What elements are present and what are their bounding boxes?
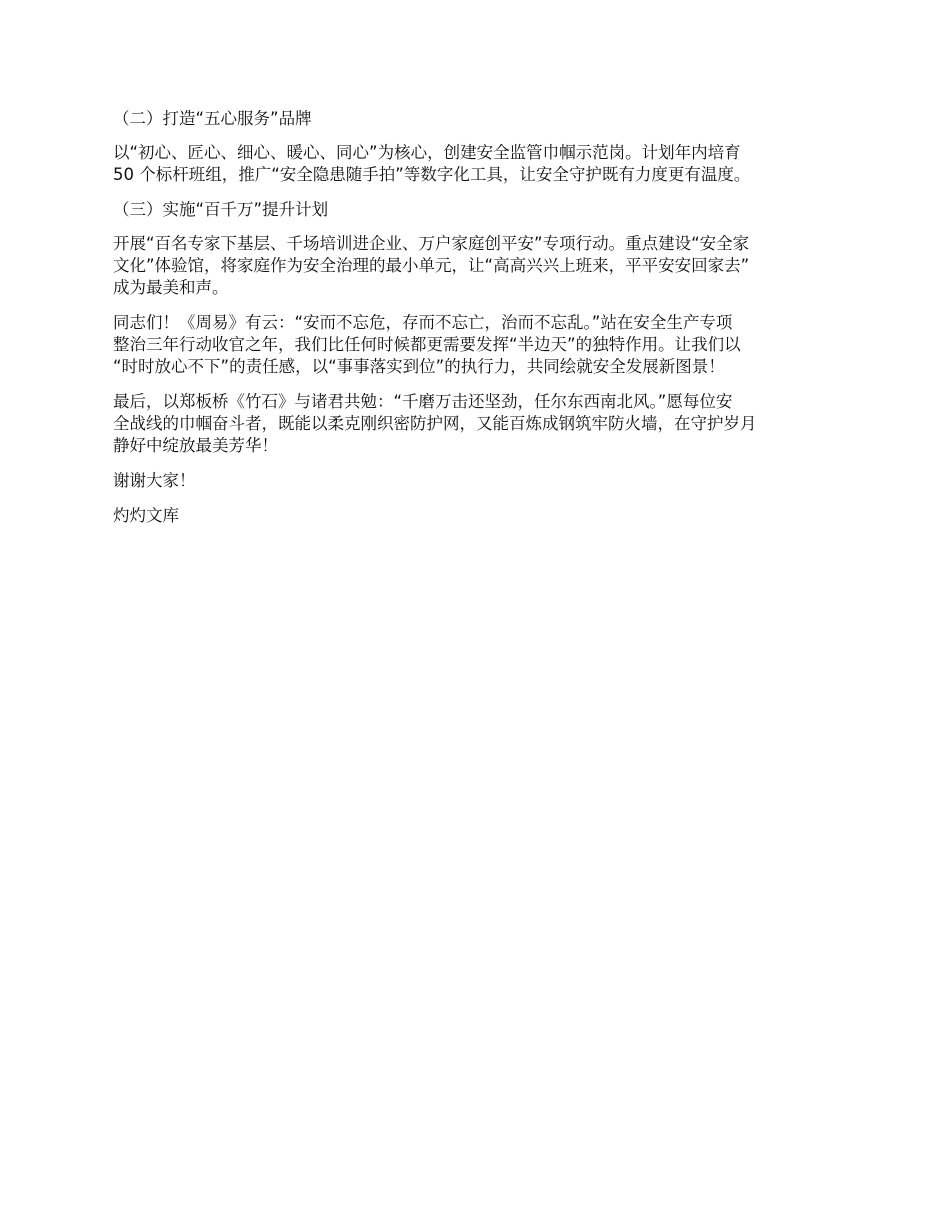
section-heading-two: （二）打造“五心服务”品牌 (113, 109, 312, 128)
paragraph-five-hearts: 以“初心、匠心、细心、暖心、同心”为核心，创建安全监管巾帼示范岗。计划年内培育 50 个标杆班组，推广“安全隐患随手拍”等数字化工具，让安全守护既有力度更有温度。 (113, 143, 751, 184)
paragraph-closing-poem: 最后，以郑板桥《竹石》与诸君共勉：“千磨万击还坚劲，任尔东西南北风。”愿每位安 全战线的巾帼奋斗者，既能以柔克刚织密防护网，又能百炼成钢筑牢防火墙，在守护岁月 静好中绽放最美芳华！ (113, 392, 757, 455)
paragraph-action-plan: 开展“百名专家下基层、千场培训进企业、万户家庭创平安”专项行动。重点建设“安全家 文化”体验馆，将家庭作为安全治理的最小单元，让“高高兴兴上班来，平平安安回家去” 成为最美和声。 (113, 234, 750, 297)
document-page (113, 108, 843, 540)
section-heading-three: （三）实施“百千万”提升计划 (113, 200, 329, 219)
paragraph-source: 灼灼文库 (113, 506, 179, 525)
paragraph-comrades: 同志们！《周易》有云：“安而不忘危，存而不忘亡，治而不忘乱。”站在安全生产专项 整治三年行动收官之年，我们比任何时候都更需要发挥“半边天”的独特作用。让我们以 “时时放心不下”的责任感，以“事事落实到位”的执行力，共同绘就安全发展新图景！ (113, 313, 741, 376)
paragraph-thanks: 谢谢大家！ (113, 471, 196, 490)
